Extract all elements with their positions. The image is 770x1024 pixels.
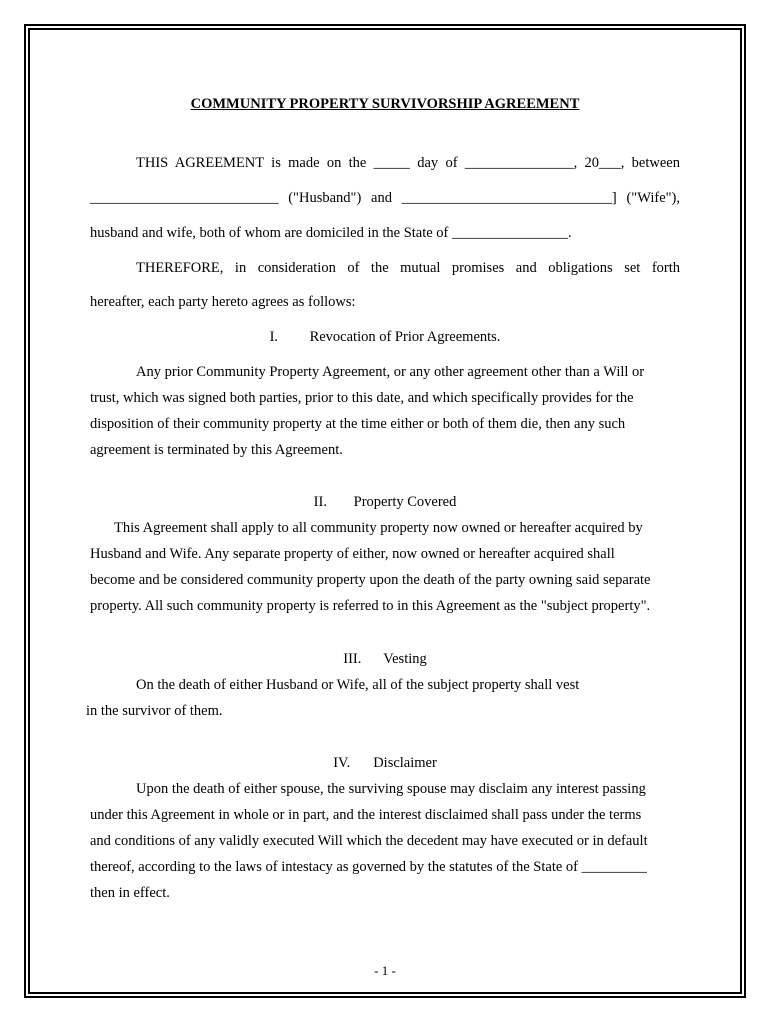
page-number: - 1 - bbox=[374, 963, 396, 978]
section-2-line-2: Husband and Wife. Any separate property of either, now owned or hereafter acquired shall bbox=[90, 546, 615, 562]
section-2-line-1: This Agreement shall apply to all community property now owned or hereafter acquired by bbox=[114, 520, 643, 536]
section-4-line-5: then in effect. bbox=[90, 885, 170, 901]
section-1-line-3: disposition of their community property at the time either or both of them die, then any such bbox=[90, 416, 626, 432]
section-number: III. bbox=[343, 651, 362, 667]
intro-line-3: husband and wife, both of whom are domiciled in the State of ________________. bbox=[90, 225, 572, 241]
therefore-line-2: hereafter, each party hereto agrees as follows: bbox=[90, 294, 356, 310]
section-number: II. bbox=[313, 494, 327, 510]
section-heading-3 bbox=[90, 646, 680, 672]
intro-line-1: THIS AGREEMENT is made on the _____ day of _______________, 20___, between bbox=[136, 155, 680, 171]
document-title: COMMUNITY PROPERTY SURVIVORSHIP AGREEMENT bbox=[190, 96, 580, 112]
section-number: IV. bbox=[333, 755, 351, 771]
section-title: Property Covered bbox=[353, 494, 457, 510]
section-1-line-1: Any prior Community Property Agreement, or any other agreement other than a Will or bbox=[136, 364, 645, 380]
section-3-line-1: On the death of either Husband or Wife, all of the subject property shall vest bbox=[136, 677, 580, 693]
section-4-line-3: and conditions of any validly executed Will which the decedent may have executed or in default bbox=[90, 833, 648, 849]
section-number: I. bbox=[269, 329, 279, 345]
section-heading-1 bbox=[90, 324, 680, 350]
section-2-line-4: property. All such community property is referred to in this Agreement as the "subject property". bbox=[90, 598, 651, 614]
section-4-line-4: thereof, according to the laws of intestacy as governed by the statutes of the State of _________ bbox=[90, 859, 647, 875]
section-4-line-2: under this Agreement in whole or in part, and the interest disclaimed shall pass under the terms bbox=[90, 807, 642, 823]
section-1-line-4: agreement is terminated by this Agreement. bbox=[90, 442, 343, 458]
section-heading-4 bbox=[90, 750, 680, 776]
section-4-line-1: Upon the death of either spouse, the surviving spouse may disclaim any interest passing bbox=[136, 781, 646, 797]
section-title: Vesting bbox=[383, 651, 427, 667]
section-title: Revocation of Prior Agreements. bbox=[309, 329, 501, 345]
intro-line-2: __________________________ ("Husband") and _____________________________] ("Wife"), bbox=[90, 190, 680, 206]
section-2-line-3: become and be considered community property upon the death of the party owning said separate bbox=[90, 572, 651, 588]
section-title: Disclaimer bbox=[373, 755, 437, 771]
section-1-line-2: trust, which was signed both parties, prior to this date, and which specifically provides for the bbox=[90, 390, 634, 406]
therefore-line-1: THEREFORE, in consideration of the mutual promises and obligations set forth bbox=[136, 260, 680, 276]
section-heading-2 bbox=[90, 489, 680, 515]
section-3-line-2: in the survivor of them. bbox=[86, 703, 223, 719]
